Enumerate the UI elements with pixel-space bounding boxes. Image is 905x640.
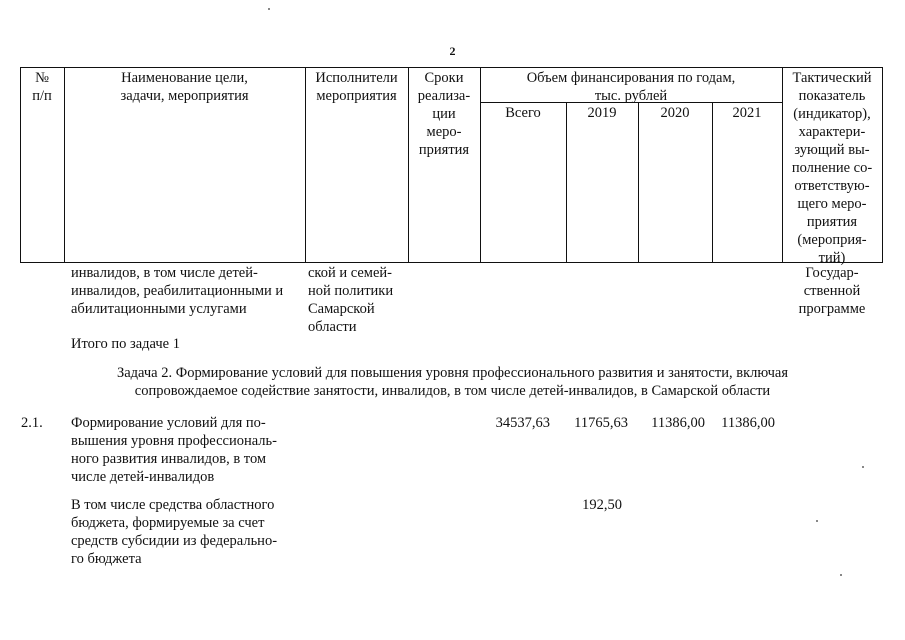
header-name	[64, 69, 305, 105]
body-text: программе	[798, 301, 866, 317]
header-text: 2020	[660, 105, 690, 121]
page-number: 2	[449, 44, 456, 58]
header-text: полнение со-	[791, 160, 873, 176]
continuation-name	[71, 264, 283, 318]
header-year-2021	[712, 104, 782, 122]
itogo-label: Итого по задаче 1	[71, 336, 180, 352]
body-text: ской и семей-	[308, 265, 393, 281]
header-year-2020	[638, 104, 712, 122]
header-text: п/п	[32, 88, 52, 104]
header-text: ции	[432, 106, 456, 122]
body-text: Самарской	[308, 301, 375, 317]
body-text: абилитационными услугами	[71, 301, 247, 317]
sub-value-2019: 192,50	[582, 497, 622, 513]
value-2019: 11765,63	[574, 415, 628, 431]
task-heading-line: Задача 2. Формирование условий для повышения уровня профессионального развития и занятости, включая	[116, 365, 789, 381]
header-text: Исполнители	[315, 70, 398, 86]
header-text: тий)	[818, 250, 846, 266]
table-bottom-border	[20, 262, 883, 263]
body-text: области	[308, 319, 357, 335]
task-2-heading	[0, 364, 905, 400]
header-text: меро-	[426, 124, 462, 140]
header-year-2019	[566, 104, 638, 122]
header-text: (мероприя-	[797, 232, 867, 248]
value-2021: 11386,00	[721, 415, 775, 431]
header-text: приятия	[806, 214, 858, 230]
sub-row-name	[71, 496, 277, 568]
header-text: 2021	[732, 105, 762, 121]
col-divider	[566, 102, 567, 263]
header-text: щего меро-	[797, 196, 867, 212]
row-number: 2.1.	[21, 415, 43, 431]
header-text: Тактический	[792, 70, 872, 86]
header-text: приятия	[418, 142, 470, 158]
header-financing	[480, 69, 782, 105]
header-num	[20, 69, 64, 105]
body-text: ной политики	[308, 283, 394, 299]
body-text: Формирование условий для по-	[71, 415, 266, 431]
header-text: Наименование цели,	[121, 70, 248, 86]
scan-speck	[862, 466, 864, 468]
scan-speck	[816, 520, 818, 522]
body-text: ного развития инвалидов, в том	[71, 451, 267, 467]
body-text: инвалидов, в том числе детей-	[71, 265, 258, 281]
header-text: задачи, мероприятия	[120, 88, 249, 104]
table-right-border	[882, 67, 883, 263]
body-text: средств субсидии из федерально-	[71, 533, 278, 549]
body-text: числе детей-инвалидов	[71, 469, 215, 485]
header-text: Сроки	[424, 70, 464, 86]
table-top-border	[20, 67, 883, 68]
body-text: бюджета, формируемые за счет	[71, 515, 265, 531]
col-divider	[712, 102, 713, 263]
scan-speck	[268, 8, 270, 10]
body-text: вышения уровня профессиональ-	[71, 433, 277, 449]
task-heading-line: сопровождаемое содействие занятости, инвалидов, в том числе детей-инвалидов, в Самарской области	[134, 383, 771, 399]
scan-speck	[840, 574, 842, 576]
header-text: №	[35, 70, 49, 86]
row-name	[71, 414, 277, 486]
header-text: мероприятия	[316, 88, 397, 104]
header-text: реализа-	[417, 88, 471, 104]
body-text: Государ-	[805, 265, 859, 281]
header-text: ответствую-	[794, 178, 870, 194]
header-text: зующий вы-	[794, 142, 870, 158]
body-text: ственной	[803, 283, 861, 299]
body-text: В том числе средства областного	[71, 497, 275, 513]
header-text: характери-	[798, 124, 866, 140]
header-terms	[408, 69, 480, 159]
header-text: Всего	[505, 105, 541, 121]
header-text: Объем финансирования по годам,	[526, 70, 736, 86]
body-text: инвалидов, реабилитационными и	[71, 283, 284, 299]
header-total	[480, 104, 566, 122]
header-text: показатель	[798, 88, 866, 104]
value-total: 34537,63	[495, 415, 550, 431]
continuation-executors	[308, 264, 393, 336]
header-text: 2019	[587, 105, 617, 121]
header-executors	[305, 69, 408, 105]
header-text: тыс. рублей	[594, 88, 668, 104]
body-text: го бюджета	[71, 551, 142, 567]
continuation-indicator	[782, 264, 882, 318]
col-divider	[638, 102, 639, 263]
header-indicator	[782, 69, 882, 267]
value-2020: 11386,00	[651, 415, 705, 431]
header-text: (индикатор),	[793, 106, 871, 122]
